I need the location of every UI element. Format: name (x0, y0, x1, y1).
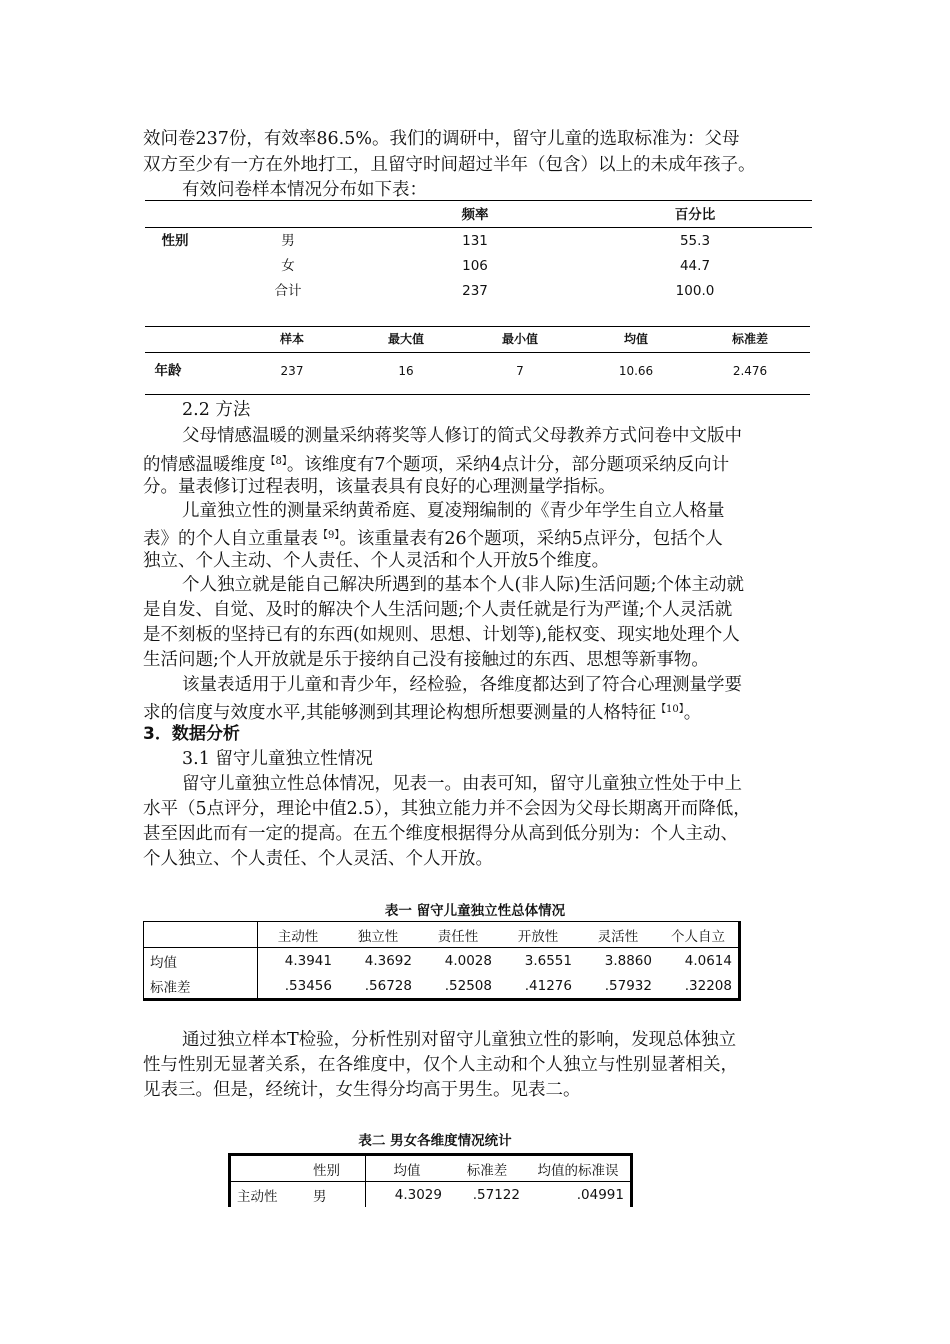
paragraph-line: 的情感温暖维度$^{【8】}$。该维度有7个题项，采纳4点计分，部分题项采纳反向计 (143, 455, 730, 475)
row-group-label: 性别 (161, 233, 189, 249)
paragraph-line: 通过独立样本T检验，分析性别对留守儿童独立性的影响，发现总体独立 (182, 1030, 737, 1050)
column-header: 个人自立 (658, 922, 740, 948)
row-label: 标准差 (144, 973, 258, 1000)
paragraph-line: 留守儿童独立性总体情况，见表一。由表可知，留守儿童独立性处于中上 (182, 774, 742, 794)
paragraph-line: 有效问卷样本情况分布如下表： (182, 180, 427, 200)
table-top-rule (145, 200, 812, 201)
column-header: 性别 (307, 1155, 366, 1182)
paragraph-line: 水平（5点评分，理论中值2.5），其独立能力并不会因为父母长期离开而降低， (143, 799, 751, 819)
row-label: 男 (307, 1182, 366, 1208)
table-header-rule (145, 227, 812, 228)
row-label: 合计 (274, 283, 302, 299)
column-header: 最大值 (387, 332, 424, 346)
paragraph-line: 是自发、自觉、及时的解决个人生活问题;个人责任就是行为严谨;个人灵活就 (143, 600, 733, 620)
citation-ref: 【10】 (656, 704, 684, 715)
column-header: 开放性 (498, 922, 578, 948)
column-header: 灵活性 (578, 922, 658, 948)
table-cell: 44.7 (679, 258, 711, 274)
paragraph-line: 儿童独立性的测量采纳黄希庭、夏凌翔编制的《青少年学生自立人格量 (182, 501, 725, 521)
table-cell: .56728 (338, 973, 418, 1000)
paragraph-line: 个人独立、个人责任、个人灵活、个人开放。 (143, 849, 493, 869)
table-cell: 131 (462, 233, 488, 249)
table-caption: 表一 留守儿童独立性总体情况 (384, 903, 566, 919)
citation-ref: 【8】 (265, 456, 287, 467)
table-cell: .52508 (418, 973, 498, 1000)
table-one (143, 921, 741, 1001)
paragraph-line: 生活问题;个人开放就是乐于接纳自己没有接触过的东西、思想等新事物。 (143, 650, 709, 670)
table-cell: 100.0 (675, 283, 715, 299)
paragraph-line: 见表三。但是，经统计，女生得分均高于男生。见表二。 (143, 1080, 581, 1100)
column-header: 均值 (623, 332, 648, 346)
row-label: 均值 (144, 948, 258, 974)
table-cell: .32208 (658, 973, 740, 1000)
citation-ref: 【9】 (318, 530, 340, 541)
paragraph-line: 父母情感温暖的测量采纳蒋奖等人修订的简式父母教养方式问卷中文版中 (182, 426, 742, 446)
paragraph-line: 求的信度与效度水平,其能够测到其理论构想所想要测量的人格特征$^{【10】}$。 (143, 703, 702, 723)
table-cell: 4.3941 (258, 948, 339, 974)
column-header: 样本 (279, 332, 304, 346)
table-cell: 106 (462, 258, 488, 274)
column-header: 均值的标准误 (526, 1155, 632, 1182)
table-cell: 7 (516, 364, 524, 378)
table-cell: .57932 (578, 973, 658, 1000)
table-cell: 4.0028 (418, 948, 498, 974)
column-header: 主动性 (258, 922, 339, 948)
paragraph-line: 甚至因此而有一定的提高。在五个维度根据得分从高到低分别为：个人主动、 (143, 824, 738, 844)
table-cell: 4.3029 (366, 1182, 449, 1208)
paragraph-line: 效问卷237份，有效率86.5%。我们的调研中，留守儿童的选取标准为：父母 (143, 129, 740, 149)
table-caption: 表二 男女各维度情况统计 (358, 1133, 512, 1149)
row-label: 主动性 (230, 1182, 308, 1208)
column-header: 独立性 (338, 922, 418, 948)
section-heading: 3.1 留守儿童独立性情况 (182, 749, 373, 769)
table-cell: 55.3 (679, 233, 711, 249)
table-cell: 16 (398, 364, 414, 378)
column-header: 百分比 (674, 207, 716, 223)
row-label: 女 (281, 258, 295, 274)
column-header: 标准差 (731, 332, 768, 346)
table-cell: .41276 (498, 973, 578, 1000)
table-cell: 3.6551 (498, 948, 578, 974)
table-two (228, 1153, 633, 1207)
table-cell: 4.0614 (658, 948, 740, 974)
table-cell: 2.476 (732, 364, 768, 378)
paragraph-line: 分。量表修订过程表明，该量表具有良好的心理测量学指标。 (143, 477, 616, 497)
table-cell: .57122 (448, 1182, 526, 1208)
column-header: 均值 (366, 1155, 449, 1182)
paragraph-line: 表》的个人自立重量表$^{【9】}$。该重量表有26个题项，采纳5点评分，包括个人 (143, 529, 723, 549)
column-header: 频率 (461, 207, 489, 223)
paragraph-line: 个人独立就是能自己解决所遇到的基本个人(非人际)生活问题;个体主动就 (182, 575, 745, 595)
section-heading: 2.2 方法 (182, 400, 251, 420)
column-header: 标准差 (448, 1155, 526, 1182)
column-header: 责任性 (418, 922, 498, 948)
table-header-rule (145, 352, 810, 353)
paragraph-line: 该量表适用于儿童和青少年，经检验，各维度都达到了符合心理测量学要 (182, 675, 742, 695)
row-label: 男 (281, 233, 295, 249)
table-cell: 237 (280, 364, 304, 378)
table-cell: 237 (462, 283, 488, 299)
paragraph-line: 独立、个人主动、个人责任、个人灵活和个人开放5个维度。 (143, 551, 610, 571)
row-label: 年龄 (154, 363, 182, 379)
table-cell: 10.66 (618, 364, 654, 378)
table-cell: .04991 (526, 1182, 632, 1208)
table-top-rule (145, 326, 810, 327)
table-cell: 3.8860 (578, 948, 658, 974)
table-cell: .53456 (258, 973, 339, 1000)
section-heading: 3．数据分析 (143, 724, 240, 744)
paragraph-line: 是不刻板的坚持已有的东西(如规则、思想、计划等),能权变、现实地处理个人 (143, 625, 740, 645)
table-bottom-rule (145, 394, 810, 395)
paragraph-line: 双方至少有一方在外地打工，且留守时间超过半年（包含）以上的未成年孩子。 (143, 155, 756, 175)
column-header: 最小值 (501, 332, 538, 346)
table-cell: 4.3692 (338, 948, 418, 974)
paragraph-line: 性与性别无显著关系，在各维度中，仅个人主动和个人独立与性别显著相关， (143, 1055, 738, 1075)
